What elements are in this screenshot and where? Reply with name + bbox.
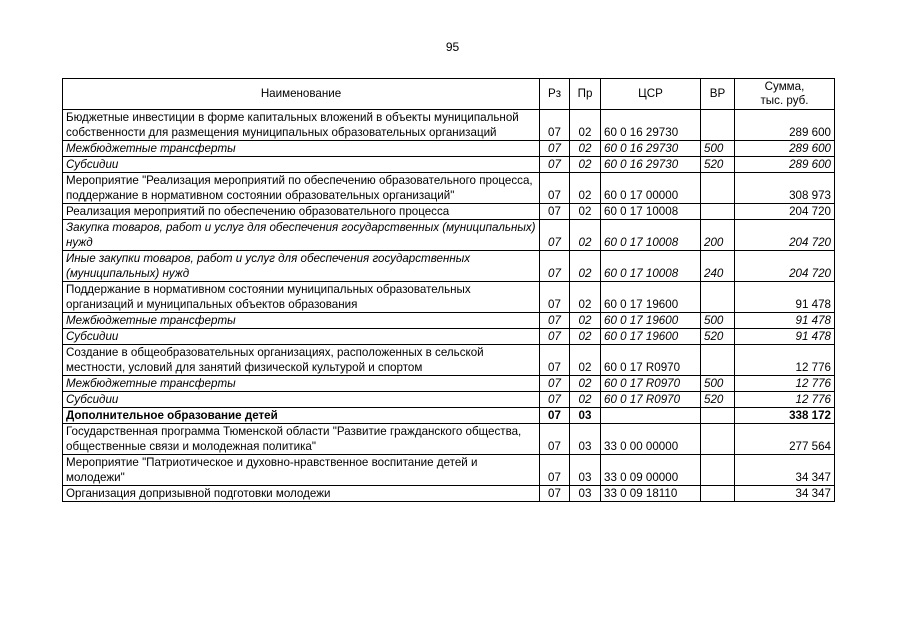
row-csr-cell [601, 408, 701, 424]
row-sum-cell: 12 776 [735, 376, 835, 392]
row-pr-cell: 02 [570, 345, 601, 376]
row-csr-cell: 60 0 17 10008 [601, 204, 701, 220]
row-name-cell: Закупка товаров, работ и услуг для обеспечения государственных (муниципальных) нужд [63, 220, 540, 251]
header-csr: ЦСР [601, 79, 701, 110]
row-csr-cell: 60 0 17 10008 [601, 220, 701, 251]
row-pr-cell: 02 [570, 282, 601, 313]
row-name-cell: Создание в общеобразовательных организациях, расположенных в сельской местности, условий для занятий физической культурой и спортом [63, 345, 540, 376]
row-rz-cell: 07 [540, 313, 570, 329]
row-name-cell: Бюджетные инвестиции в форме капитальных вложений в объекты муниципальной собственности для размещения муниципальных образовательных организаций [63, 110, 540, 141]
table-row [63, 455, 835, 486]
row-name-cell: Дополнительное образование детей [63, 408, 540, 424]
row-name-cell: Реализация мероприятий по обеспечению образовательного процесса [63, 204, 540, 220]
row-rz-cell: 07 [540, 329, 570, 345]
row-vr-cell [701, 424, 735, 455]
row-name-cell: Субсидии [63, 157, 540, 173]
header-sum-line2: тыс. руб. [760, 94, 809, 107]
row-csr-cell: 33 0 09 18110 [601, 486, 701, 502]
page-number: 95 [445, 40, 460, 54]
row-pr-cell: 02 [570, 157, 601, 173]
row-vr-cell [701, 110, 735, 141]
row-vr-cell: 500 [701, 141, 735, 157]
row-sum-cell: 34 347 [735, 486, 835, 502]
row-sum-cell: 289 600 [735, 110, 835, 141]
row-sum-cell: 91 478 [735, 313, 835, 329]
row-vr-cell [701, 282, 735, 313]
row-name-cell: Поддержание в нормативном состоянии муниципальных образовательных организаций и муниципальных объектов образования [63, 282, 540, 313]
row-csr-cell: 60 0 17 19600 [601, 329, 701, 345]
header-rz: Рз [540, 79, 570, 110]
row-pr-cell: 02 [570, 251, 601, 282]
row-pr-cell: 02 [570, 376, 601, 392]
row-csr-cell: 60 0 16 29730 [601, 141, 701, 157]
row-name-cell: Мероприятие "Реализация мероприятий по обеспечению образовательного процесса, поддержание в нормативном состоянии образовательных организаций" [63, 173, 540, 204]
row-pr-cell: 03 [570, 486, 601, 502]
row-sum-cell: 277 564 [735, 424, 835, 455]
table-row [63, 220, 835, 251]
table-row [63, 282, 835, 313]
row-csr-cell: 60 0 16 29730 [601, 110, 701, 141]
row-vr-cell: 200 [701, 220, 735, 251]
table-row [63, 204, 835, 220]
table-row [63, 392, 835, 408]
row-name-cell: Государственная программа Тюменской области "Развитие гражданского общества, общественные связи и молодежная политика" [63, 424, 540, 455]
row-pr-cell: 02 [570, 173, 601, 204]
row-csr-cell: 60 0 17 19600 [601, 282, 701, 313]
row-sum-cell: 34 347 [735, 455, 835, 486]
row-name-cell: Субсидии [63, 392, 540, 408]
row-sum-cell: 338 172 [735, 408, 835, 424]
row-rz-cell: 07 [540, 392, 570, 408]
table-row [63, 313, 835, 329]
row-rz-cell: 07 [540, 376, 570, 392]
row-pr-cell: 02 [570, 204, 601, 220]
row-name-cell: Мероприятие "Патриотическое и духовно-нравственное воспитание детей и молодежи" [63, 455, 540, 486]
table-row [63, 157, 835, 173]
row-rz-cell: 07 [540, 251, 570, 282]
row-sum-cell: 12 776 [735, 392, 835, 408]
row-vr-cell: 520 [701, 329, 735, 345]
row-pr-cell: 02 [570, 110, 601, 141]
row-csr-cell: 60 0 16 29730 [601, 157, 701, 173]
row-name-cell: Межбюджетные трансферты [63, 141, 540, 157]
header-sum [735, 79, 835, 110]
row-rz-cell: 07 [540, 157, 570, 173]
row-rz-cell: 07 [540, 204, 570, 220]
header-vr: ВР [701, 79, 735, 110]
row-rz-cell: 07 [540, 173, 570, 204]
row-vr-cell: 500 [701, 376, 735, 392]
row-name-cell: Иные закупки товаров, работ и услуг для обеспечения государственных (муниципальных) нужд [63, 251, 540, 282]
row-vr-cell: 520 [701, 392, 735, 408]
row-vr-cell [701, 204, 735, 220]
row-vr-cell: 520 [701, 157, 735, 173]
table-row [63, 173, 835, 204]
row-pr-cell: 02 [570, 141, 601, 157]
header-sum-line1: Сумма, [764, 80, 805, 93]
table-row [63, 408, 835, 424]
table-row [63, 141, 835, 157]
row-vr-cell: 240 [701, 251, 735, 282]
table-row [63, 329, 835, 345]
row-rz-cell: 07 [540, 141, 570, 157]
row-pr-cell: 03 [570, 424, 601, 455]
row-rz-cell: 07 [540, 486, 570, 502]
row-pr-cell: 02 [570, 313, 601, 329]
row-vr-cell [701, 455, 735, 486]
table-row [63, 110, 835, 141]
row-csr-cell: 60 0 17 R0970 [601, 392, 701, 408]
row-csr-cell: 60 0 17 19600 [601, 313, 701, 329]
row-name-cell: Межбюджетные трансферты [63, 313, 540, 329]
table-row [63, 486, 835, 502]
row-sum-cell: 289 600 [735, 141, 835, 157]
row-csr-cell: 60 0 17 R0970 [601, 376, 701, 392]
row-name-cell: Межбюджетные трансферты [63, 376, 540, 392]
budget-table [62, 78, 835, 502]
row-sum-cell: 308 973 [735, 173, 835, 204]
row-sum-cell: 204 720 [735, 204, 835, 220]
row-rz-cell: 07 [540, 408, 570, 424]
row-pr-cell: 02 [570, 329, 601, 345]
row-sum-cell: 289 600 [735, 157, 835, 173]
row-name-cell: Субсидии [63, 329, 540, 345]
row-vr-cell [701, 173, 735, 204]
row-sum-cell: 204 720 [735, 220, 835, 251]
table-row [63, 251, 835, 282]
row-csr-cell: 60 0 17 10008 [601, 251, 701, 282]
row-vr-cell [701, 408, 735, 424]
header-pr: Пр [570, 79, 601, 110]
row-rz-cell: 07 [540, 424, 570, 455]
row-csr-cell: 60 0 17 00000 [601, 173, 701, 204]
row-name-cell: Организация допризывной подготовки молодежи [63, 486, 540, 502]
header-name: Наименование [63, 79, 540, 110]
row-sum-cell: 91 478 [735, 282, 835, 313]
row-rz-cell: 07 [540, 220, 570, 251]
row-rz-cell: 07 [540, 455, 570, 486]
row-pr-cell: 02 [570, 392, 601, 408]
row-csr-cell: 33 0 09 00000 [601, 455, 701, 486]
row-vr-cell: 500 [701, 313, 735, 329]
row-sum-cell: 204 720 [735, 251, 835, 282]
table-row [63, 424, 835, 455]
table-row [63, 376, 835, 392]
row-rz-cell: 07 [540, 282, 570, 313]
table-header-row [63, 79, 835, 110]
row-rz-cell: 07 [540, 110, 570, 141]
table-body [63, 110, 835, 502]
row-vr-cell [701, 486, 735, 502]
row-vr-cell [701, 345, 735, 376]
table-row [63, 345, 835, 376]
row-csr-cell: 60 0 17 R0970 [601, 345, 701, 376]
row-sum-cell: 91 478 [735, 329, 835, 345]
row-pr-cell: 03 [570, 408, 601, 424]
row-pr-cell: 03 [570, 455, 601, 486]
row-csr-cell: 33 0 00 00000 [601, 424, 701, 455]
row-sum-cell: 12 776 [735, 345, 835, 376]
row-pr-cell: 02 [570, 220, 601, 251]
row-rz-cell: 07 [540, 345, 570, 376]
